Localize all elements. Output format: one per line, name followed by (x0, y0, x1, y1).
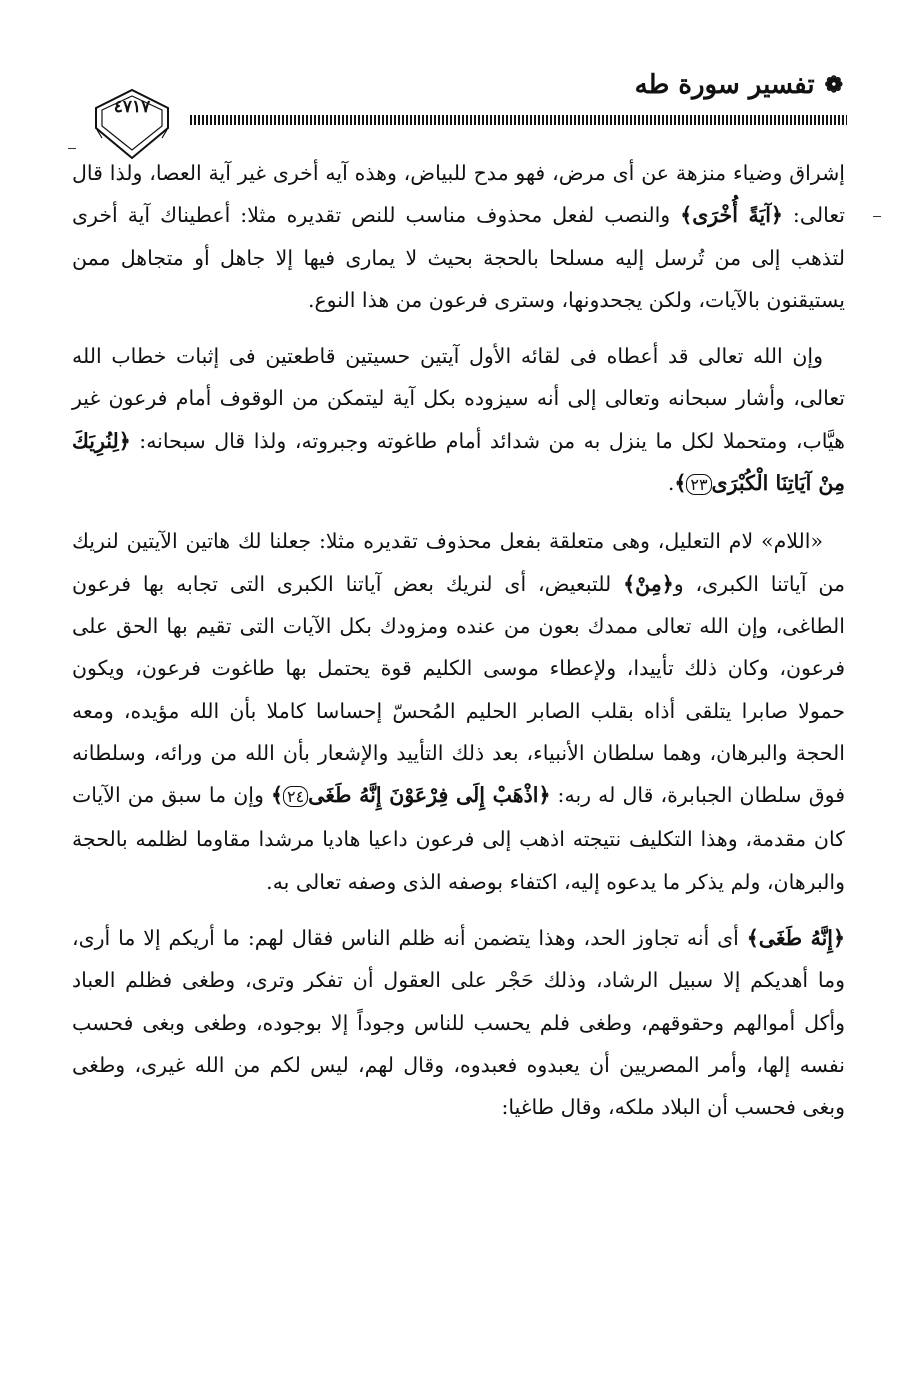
verse-number: ٢٣ (686, 474, 711, 495)
running-header (635, 70, 843, 100)
text-run: إشراق وضياء منزهة عن أى مرض، فهو مدح للبياض، وهذه آيه أخرى غير آية العصا، ولذا قال تعالى: (72, 161, 845, 228)
paragraph (72, 520, 845, 903)
quran-quote: ﴿مِنْ﴾ (623, 571, 674, 596)
page-number: ٤٧١٧ (113, 97, 151, 117)
text-run: . (667, 471, 675, 496)
body-text (72, 152, 845, 1143)
surah-title: تفسير سورة طه (634, 70, 815, 100)
text-run: والنصب لفعل محذوف مناسب للنص تقديره مثلا: أعطيناك آية أخرى لتذهب إلى من تُرسل إليه مسلحا بالحجة بحيث لا يمارى فيها إلا جاهل أو متجاهل ممن يستيقنون بالآيات، ولكن يجحدونها، وسترى فرعون من هذا النوع. (72, 203, 845, 312)
text-run: وإن الله تعالى قد أعطاه فى لقائه الأول آيتين حسيتين قاطعتين فى إثبات خطاب الله تعالى، وأشار سبحانه وتعالى إلى أنه سيزوده بكل آية ليتمكن من الوقوف أمام فرعون غير هيَّاب، ومتحملا لكل ما ينزل به من شدائد أمام طاغوته وجبروته، ولذا قال سبحانه: (72, 344, 845, 453)
quran-quote: ﴾ (674, 471, 687, 496)
header-rule (190, 115, 847, 125)
text-run: للتبعيض، أى لنريك بعض آياتنا الكبرى التى تجابه بها فرعون الطاغى، وإن الله تعالى ممدك بعون من عنده ومزودك بكل الآيات التى تقيم بها الحق على فرعون، وكان ذلك تأييدا، ولإعطاء موسى الكليم قوة يحتمل بها طاغوت فرعون، ويكون حمولا صابرا يتلقى أذاه بقلب الصابر الحليم المُحسّ إحساسا كاملا بأن الله مؤيده، ومعه الحجة والبرهان، وهما سلطان الأنبياء، بعد ذلك التأييد والإشعار بأن الله من ورائه، وسلطانه فوق سلطان الجبابرة، قال له ربه: (72, 571, 845, 808)
paragraph (72, 152, 845, 321)
margin-mark (68, 148, 76, 149)
paragraph (72, 335, 845, 506)
paragraph (72, 917, 845, 1128)
ornament-icon: ❁ (824, 72, 843, 98)
margin-mark (873, 216, 881, 217)
quran-quote: ﴾ (270, 783, 283, 808)
text-run: أى أنه تجاوز الحد، وهذا يتضمن أنه ظلم الناس فقال لهم: ما أريكم إلا ما أرى، وما أهديكم إلا سبيل الرشاد، وذلك حَجْر على العقول أن تفكر وترى، وطغى فظلم العباد وأكل أموالهم وحقوقهم، وطغى فلم يحسب للناس وجوداً إلا بوجوده، وطغى وبغى فحسب نفسه إلها، وأمر المصريين أن يعبدوه فعبدوه، وقال لهم، ليس لكم من الله غيرى، وطغى وبغى فحسب أن البلاد ملكه، وقال طاغيا: (72, 926, 845, 1120)
quran-quote: ﴿اذْهَبْ إِلَى فِرْعَوْنَ إِنَّهُ طَغَى (308, 783, 551, 808)
quran-quote: ﴿إِنَّهُ طَغَى﴾ (746, 926, 845, 951)
quran-quote: ﴿آيَةً أُخْرَى﴾ (680, 203, 783, 228)
quran-quote: ﴿لِنُرِيَكَ مِنْ آيَاتِنَا الْكُبْرَى (72, 428, 845, 496)
text-run: وإن ما سبق من الآيات كان مقدمة، وهذا التكليف نتيجته اذهب إلى فرعون داعيا هاديا مرشدا مقاوما لظلمه بالحجة والبرهان، ولم يذكر ما يدعوه إليه، اكتفاء بوصفه الذى وصفه تعالى به. (72, 783, 845, 894)
text-run: «اللام» لام التعليل، وهى متعلقة بفعل محذوف تقديره مثلا: جعلنا لك هاتين الآيتين لنريك من آياتنا الكبرى، و (72, 529, 845, 596)
verse-number: ٢٤ (283, 786, 308, 807)
